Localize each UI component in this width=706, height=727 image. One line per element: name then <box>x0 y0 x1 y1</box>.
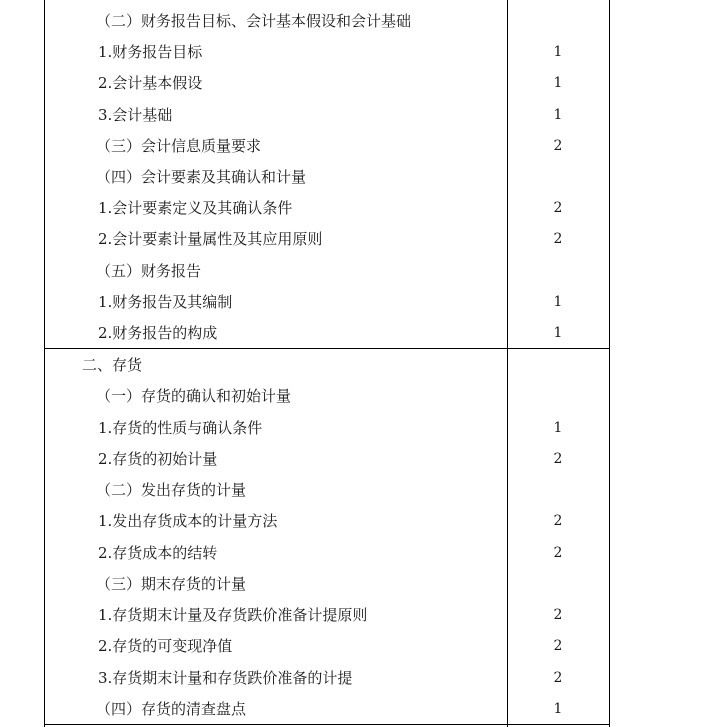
row-label: 1.会计要素定义及其确认条件 <box>98 199 293 218</box>
table-row <box>44 37 610 68</box>
row-label: （二）发出存货的计量 <box>96 481 247 499</box>
syllabus-table <box>44 0 610 727</box>
table-row <box>44 475 610 506</box>
table-row <box>44 318 610 349</box>
row-label: 3.存货期末计量和存货跌价准备的计提 <box>98 668 353 687</box>
row-value: 2 <box>553 669 563 686</box>
row-value: 1 <box>553 325 563 341</box>
table-row <box>44 538 610 569</box>
table-row <box>44 694 610 725</box>
table-row <box>44 100 610 131</box>
row-value: 2 <box>553 607 563 623</box>
row-value: 2 <box>553 450 563 467</box>
row-value: 1 <box>553 106 563 123</box>
row-label: （四）存货的清查盘点 <box>96 699 247 718</box>
table-row <box>44 256 610 287</box>
row-label: 2.存货的可变现净值 <box>98 637 233 656</box>
row-value <box>508 381 608 412</box>
table-row <box>44 444 610 475</box>
row-label: 1.存货的性质与确认条件 <box>98 418 263 437</box>
row-value: 1 <box>553 419 563 436</box>
row-label: （三）期末存货的计量 <box>96 574 247 593</box>
row-value: 2 <box>553 231 563 248</box>
table-row <box>44 506 610 537</box>
row-label: 2.存货的初始计量 <box>98 449 218 468</box>
row-value <box>508 256 608 287</box>
table-row <box>44 193 610 224</box>
table-row <box>44 663 610 694</box>
row-label: 2.财务报告的构成 <box>98 324 218 342</box>
row-value <box>508 569 608 600</box>
row-label: （四）会计要素及其确认和计量 <box>96 168 307 186</box>
table-row <box>44 413 610 444</box>
row-value: 1 <box>553 700 563 717</box>
row-value: 2 <box>553 544 563 561</box>
row-label: 2.会计基本假设 <box>98 74 203 93</box>
row-label: 1.财务报告及其编制 <box>98 292 233 311</box>
row-label: （一）存货的确认和初始计量 <box>96 387 292 406</box>
table-row <box>44 131 610 162</box>
row-value: 1 <box>553 75 563 92</box>
row-value: 2 <box>553 200 563 217</box>
table-row <box>44 6 610 37</box>
row-value: 1 <box>553 44 563 61</box>
row-value <box>508 6 608 37</box>
table-row <box>44 631 610 662</box>
row-value: 2 <box>553 638 563 655</box>
row-value: 1 <box>553 293 563 310</box>
table-row <box>44 600 610 631</box>
table-row <box>44 350 610 381</box>
row-value <box>508 162 608 193</box>
row-value <box>508 350 608 381</box>
table-row <box>44 162 610 193</box>
row-label: 1.财务报告目标 <box>98 43 203 62</box>
table-row <box>44 381 610 412</box>
table-row <box>44 287 610 318</box>
table-row <box>44 569 610 600</box>
table-row <box>44 224 610 255</box>
row-label: （三）会计信息质量要求 <box>96 136 262 155</box>
row-label: 1.发出存货成本的计量方法 <box>98 512 278 531</box>
row-label: 3.会计基础 <box>98 105 173 124</box>
row-label: （五）财务报告 <box>96 261 202 280</box>
row-value <box>508 475 608 506</box>
table-row <box>44 68 610 99</box>
row-label: 2.会计要素计量属性及其应用原则 <box>98 230 323 249</box>
row-label: 1.存货期末计量及存货跌价准备计提原则 <box>98 606 368 624</box>
row-label: （二）财务报告目标、会计基本假设和会计基础 <box>96 12 412 30</box>
row-label: 二、存货 <box>82 356 143 374</box>
row-value: 2 <box>553 513 563 530</box>
row-label: 2.存货成本的结转 <box>98 543 218 562</box>
row-value: 2 <box>553 137 563 154</box>
